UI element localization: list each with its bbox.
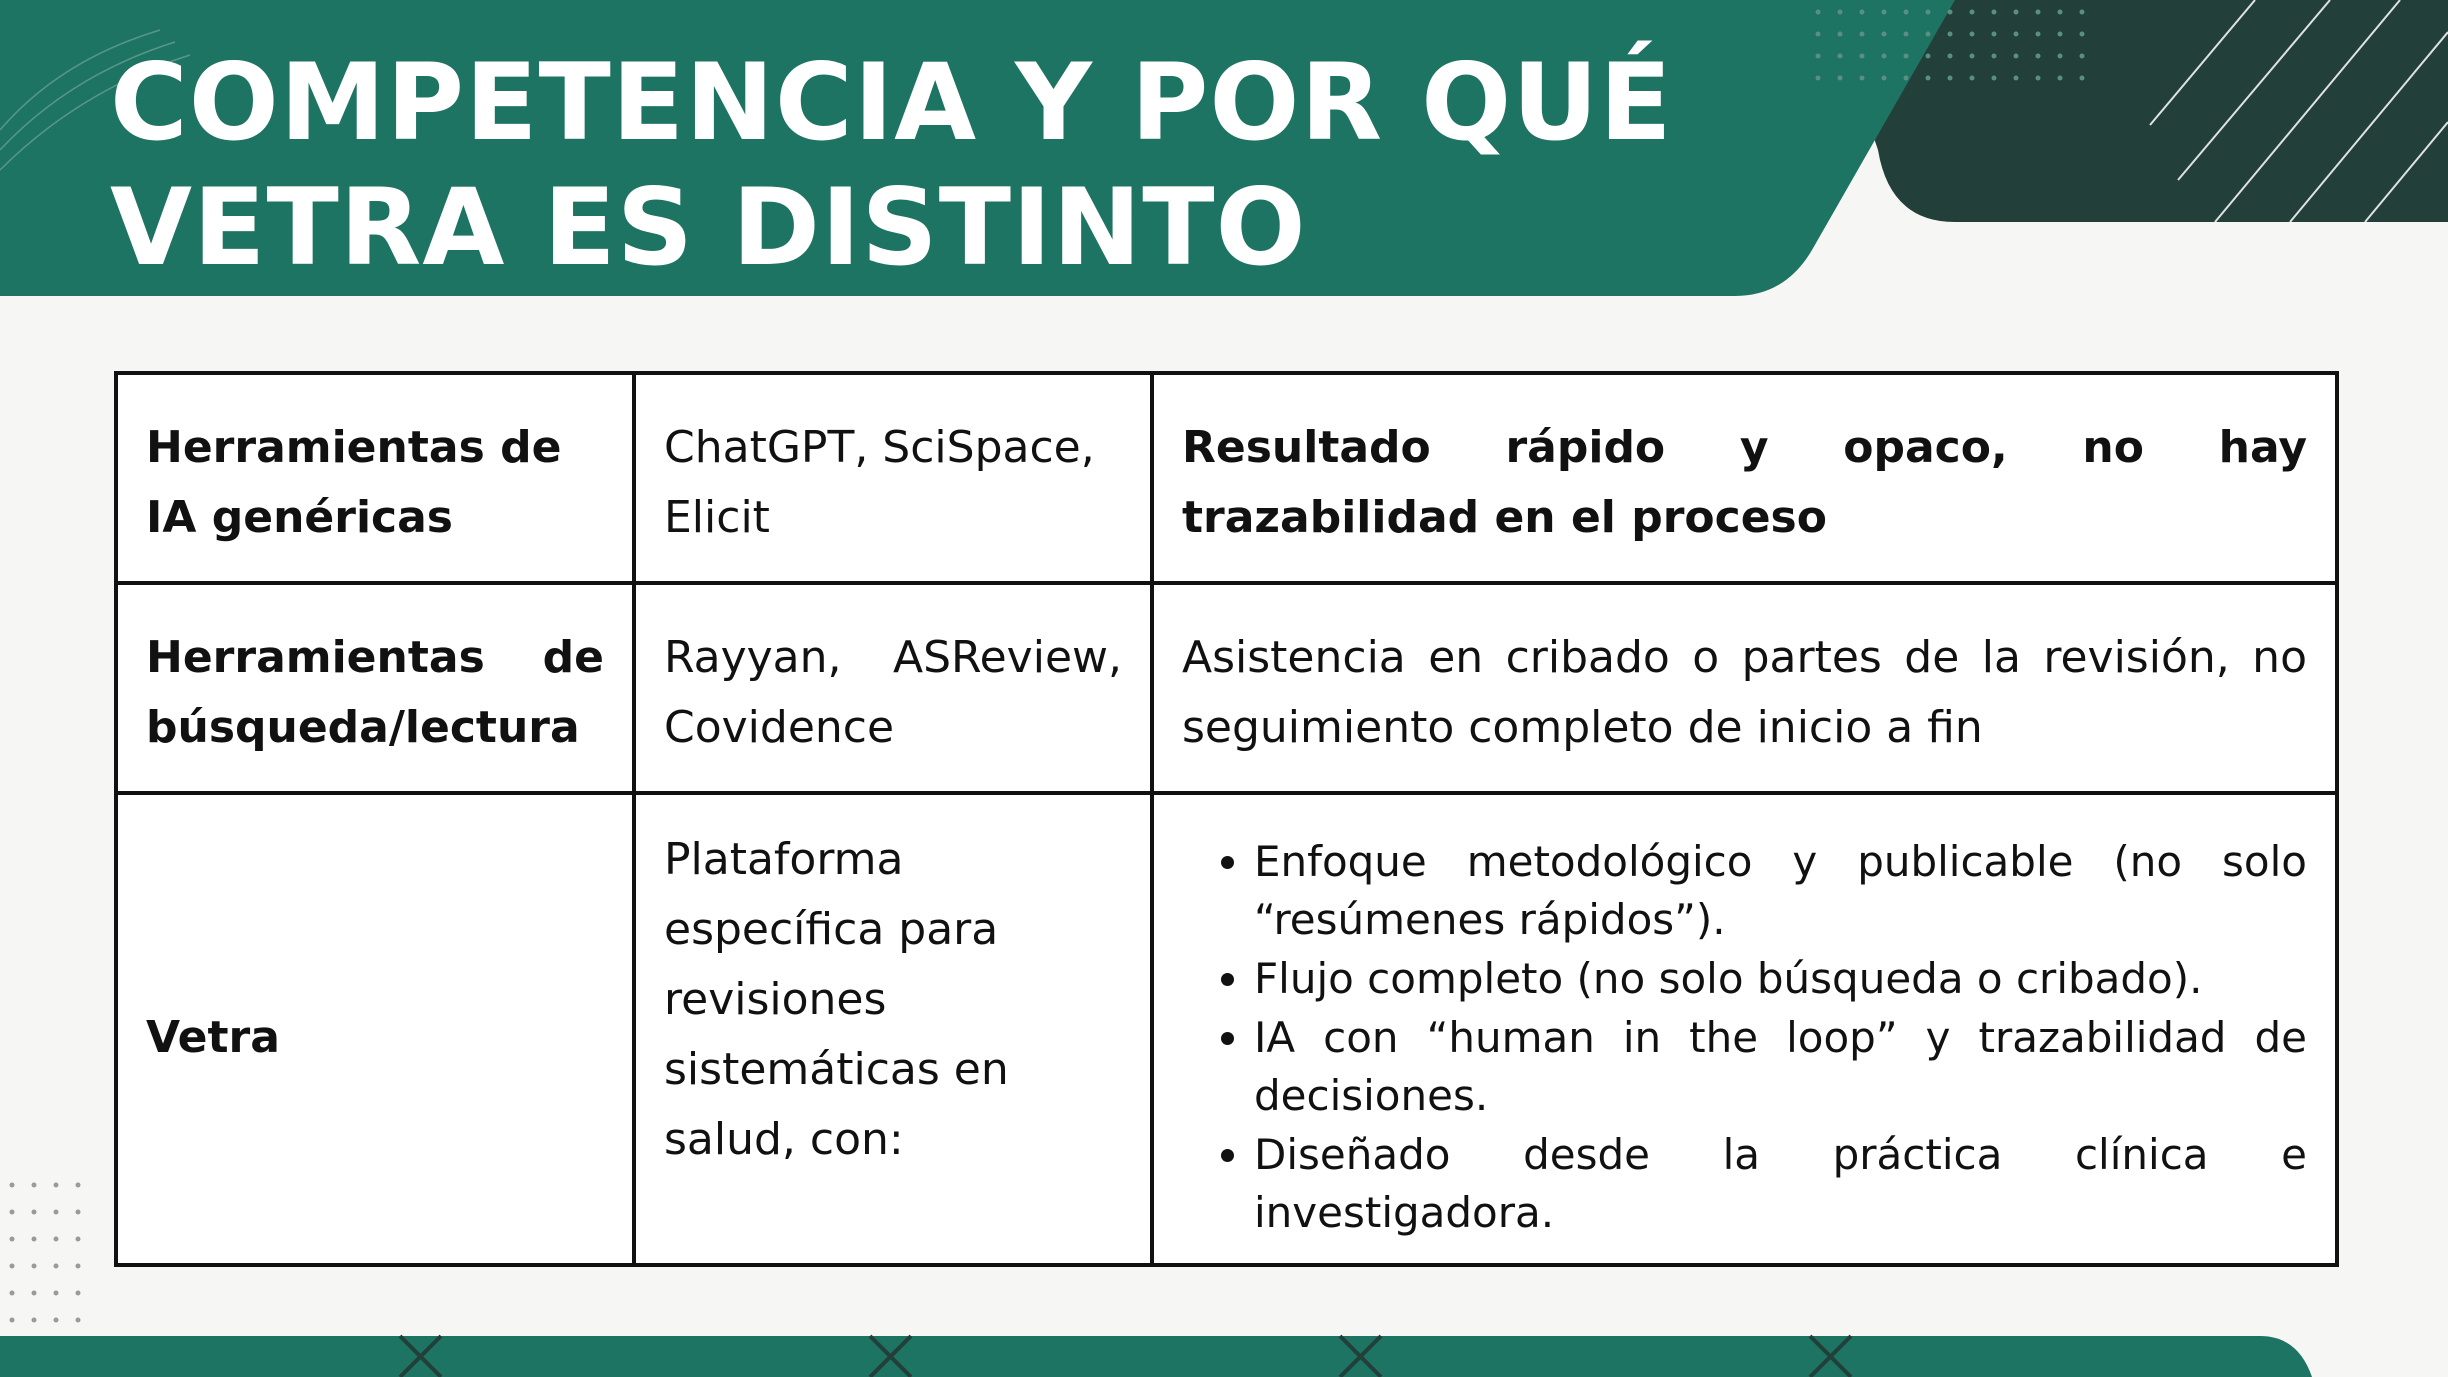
tools-cell: Plataforma específica para revisiones sistemáticas en salud, con: <box>634 793 1152 1265</box>
category-cell: Herramientas de búsqueda/lectura <box>116 583 634 793</box>
category-cell: Vetra <box>116 793 634 1265</box>
list-item: • Enfoque metodológico y publicable (no solo “resúmenes rápidos”). <box>1254 833 2307 949</box>
list-item: • Diseñado desde la práctica clínica e investigadora. <box>1254 1126 2307 1242</box>
points-cell <box>1152 793 2337 1265</box>
description-cell: Resultado rápido y opaco, no hay trazabilidad en el proceso <box>1152 373 2337 583</box>
title-line-1: COMPETENCIA Y POR QUÉ <box>110 41 1673 164</box>
page-title <box>110 40 1673 290</box>
table-row <box>116 373 2337 583</box>
green-footer-band <box>0 1336 2312 1377</box>
comparison-table <box>114 371 2339 1267</box>
points-list <box>1182 833 2307 1242</box>
table-row <box>116 583 2337 793</box>
category-cell: Herramientas de IA genéricas <box>116 373 634 583</box>
table-row <box>116 793 2337 1265</box>
description-cell: Asistencia en cribado o partes de la revisión, no seguimiento completo de inicio a fin <box>1152 583 2337 793</box>
list-item: • IA con “human in the loop” y trazabilidad de decisiones. <box>1254 1009 2307 1125</box>
title-line-2: VETRA ES DISTINTO <box>110 166 1307 289</box>
dark-green-panel <box>1868 0 2448 222</box>
tools-cell: ChatGPT, SciSpace, Elicit <box>634 373 1152 583</box>
dot-grid-bottom <box>10 1183 81 1350</box>
tools-cell: Rayyan, ASReview, Covidence <box>634 583 1152 793</box>
list-item: • Flujo completo (no solo búsqueda o cribado). <box>1254 950 2307 1008</box>
